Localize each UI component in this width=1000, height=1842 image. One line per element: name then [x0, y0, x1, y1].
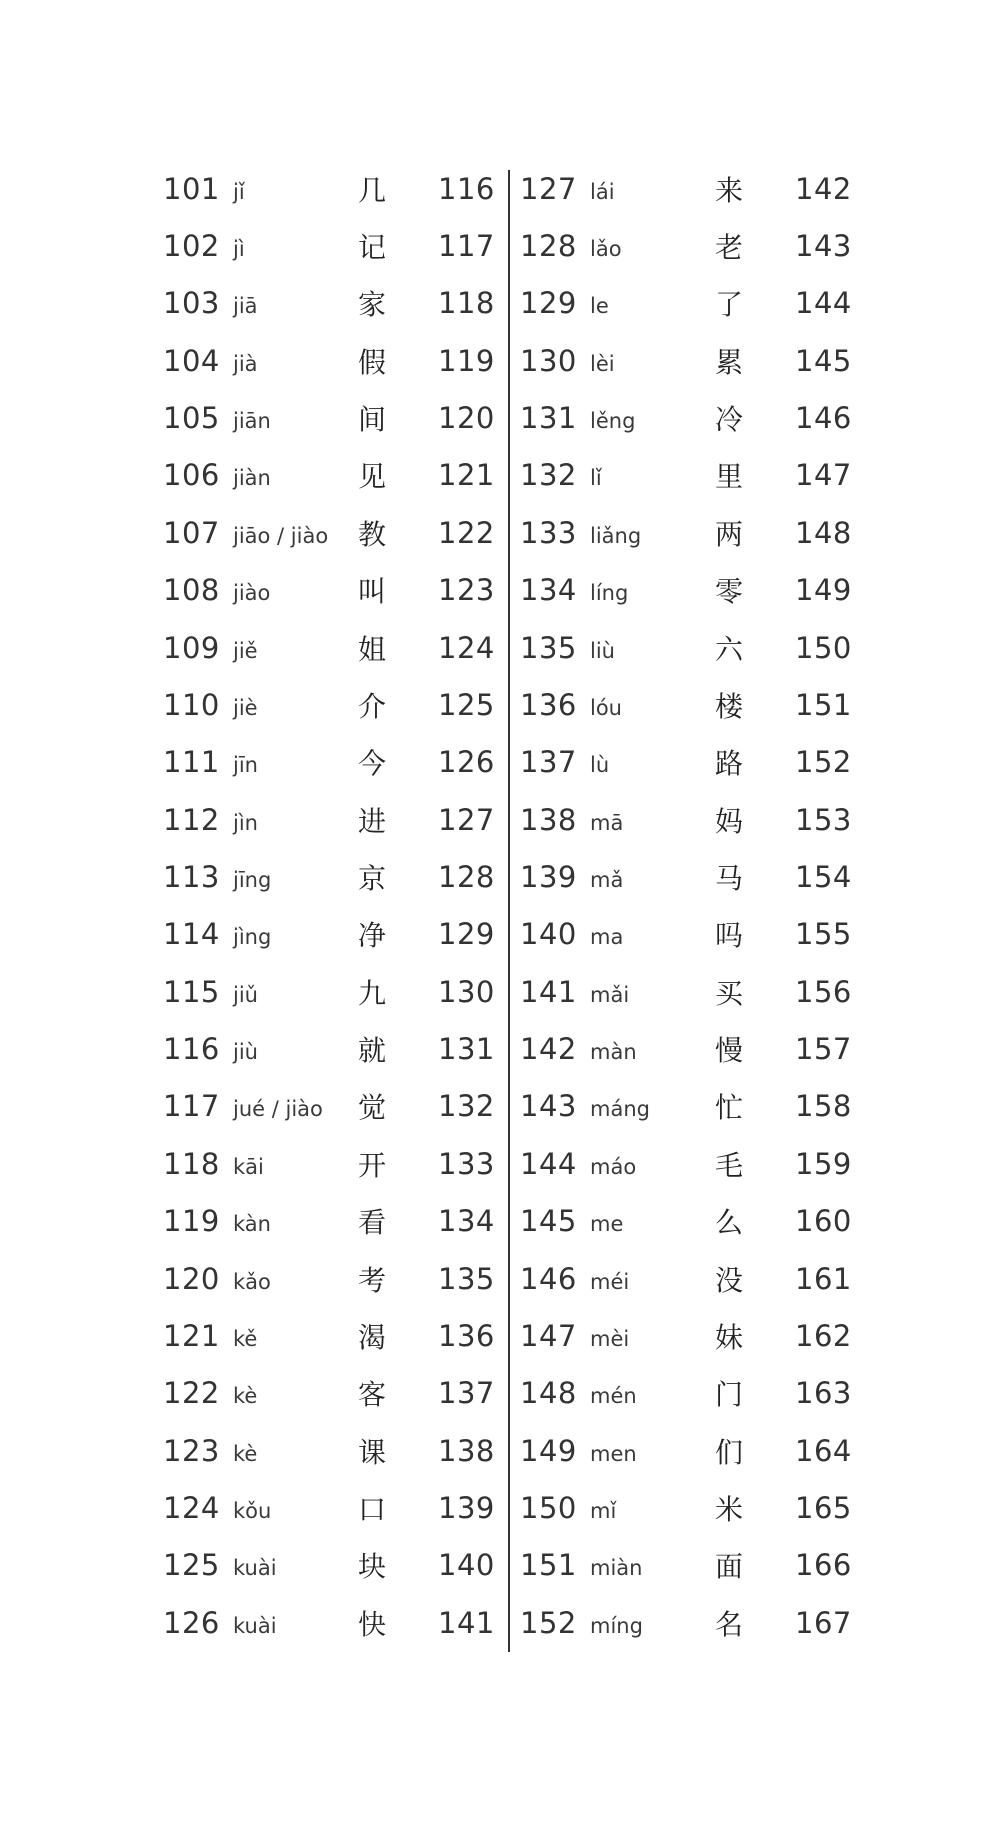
- hanzi-character: 忙: [715, 1091, 744, 1125]
- hanzi-character: 开: [358, 1148, 387, 1182]
- hanzi-character: 名: [715, 1607, 744, 1641]
- table-row: [163, 676, 498, 733]
- entry-number: 135: [520, 630, 577, 665]
- hanzi-character: 觉: [358, 1091, 387, 1125]
- pinyin-text: mén: [590, 1384, 637, 1409]
- table-row: [520, 1594, 855, 1651]
- reference-number: 141: [438, 1605, 495, 1640]
- pinyin-text: máo: [590, 1154, 637, 1179]
- entry-number: 113: [163, 859, 220, 894]
- reference-number: 164: [795, 1433, 852, 1468]
- reference-number: 139: [438, 1490, 495, 1525]
- table-row: [520, 619, 855, 676]
- right-column: [520, 160, 855, 1651]
- table-row: [520, 848, 855, 905]
- entry-number: 125: [163, 1548, 220, 1583]
- reference-number: 162: [795, 1318, 852, 1353]
- hanzi-character: 间: [358, 403, 387, 437]
- pinyin-text: lóu: [590, 695, 622, 720]
- table-row: [163, 1307, 498, 1364]
- reference-number: 116: [438, 171, 495, 206]
- table-row: [520, 1307, 855, 1364]
- table-row: [520, 676, 855, 733]
- table-row: [520, 1135, 855, 1192]
- entry-number: 150: [520, 1490, 577, 1525]
- pinyin-text: jià: [233, 351, 258, 376]
- hanzi-character: 快: [358, 1607, 387, 1641]
- table-row: [520, 217, 855, 274]
- table-row: [520, 1020, 855, 1077]
- pinyin-text: líng: [590, 581, 629, 606]
- table-row: [163, 217, 498, 274]
- table-row: [163, 791, 498, 848]
- pinyin-text: jìng: [233, 925, 272, 950]
- hanzi-character: 毛: [715, 1148, 744, 1182]
- hanzi-character: 慢: [715, 1034, 744, 1068]
- reference-number: 154: [795, 859, 852, 894]
- pinyin-text: mǎ: [590, 867, 624, 892]
- pinyin-text: jiǔ: [233, 982, 258, 1007]
- hanzi-character: 冷: [715, 403, 744, 437]
- column-divider: [508, 170, 510, 1652]
- table-row: [520, 447, 855, 504]
- reference-number: 126: [438, 745, 495, 780]
- pinyin-text: jīng: [233, 867, 272, 892]
- hanzi-character: 么: [715, 1206, 744, 1240]
- hanzi-character: 姐: [358, 632, 387, 666]
- hanzi-character: 没: [715, 1263, 744, 1297]
- hanzi-character: 看: [358, 1206, 387, 1240]
- entry-number: 148: [520, 1376, 577, 1411]
- entry-number: 142: [520, 1032, 577, 1067]
- hanzi-character: 面: [715, 1550, 744, 1584]
- entry-number: 134: [520, 573, 577, 608]
- entry-number: 137: [520, 745, 577, 780]
- hanzi-character: 门: [715, 1378, 744, 1412]
- pinyin-text: kě: [233, 1326, 258, 1351]
- pinyin-text: jǐ: [233, 179, 245, 204]
- pinyin-text: mǎi: [590, 982, 630, 1007]
- entry-number: 126: [163, 1605, 220, 1640]
- entry-number: 124: [163, 1490, 220, 1525]
- table-row: [163, 848, 498, 905]
- entry-number: 145: [520, 1204, 577, 1239]
- reference-number: 149: [795, 573, 852, 608]
- entry-number: 141: [520, 974, 577, 1009]
- pinyin-text: jì: [233, 237, 245, 262]
- reference-number: 157: [795, 1032, 852, 1067]
- table-row: [163, 1479, 498, 1536]
- entry-number: 131: [520, 401, 577, 436]
- entry-number: 138: [520, 802, 577, 837]
- hanzi-character: 来: [715, 173, 744, 207]
- table-row: [163, 906, 498, 963]
- reference-number: 138: [438, 1433, 495, 1468]
- entry-number: 143: [520, 1089, 577, 1124]
- entry-number: 119: [163, 1204, 220, 1239]
- pinyin-text: liù: [590, 638, 615, 663]
- entry-number: 127: [520, 171, 577, 206]
- entry-number: 104: [163, 343, 220, 378]
- pinyin-text: jué / jiào: [233, 1097, 323, 1122]
- reference-number: 147: [795, 458, 852, 493]
- entry-number: 152: [520, 1605, 577, 1640]
- reference-number: 135: [438, 1261, 495, 1296]
- hanzi-character: 零: [715, 575, 744, 609]
- reference-number: 120: [438, 401, 495, 436]
- table-row: [163, 332, 498, 389]
- reference-number: 140: [438, 1548, 495, 1583]
- reference-number: 151: [795, 687, 852, 722]
- pinyin-text: lǐ: [590, 466, 602, 491]
- entry-number: 130: [520, 343, 577, 378]
- entry-number: 128: [520, 229, 577, 264]
- reference-number: 128: [438, 859, 495, 894]
- table-row: [163, 1365, 498, 1422]
- reference-number: 119: [438, 343, 495, 378]
- hanzi-character: 课: [358, 1435, 387, 1469]
- pinyin-text: jiā: [233, 294, 258, 319]
- hanzi-character: 客: [358, 1378, 387, 1412]
- entry-number: 117: [163, 1089, 220, 1124]
- reference-number: 142: [795, 171, 852, 206]
- hanzi-character: 老: [715, 231, 744, 265]
- reference-number: 131: [438, 1032, 495, 1067]
- entry-number: 139: [520, 859, 577, 894]
- table-row: [163, 1537, 498, 1594]
- table-row: [520, 1422, 855, 1479]
- table-row: [163, 447, 498, 504]
- reference-number: 137: [438, 1376, 495, 1411]
- entry-number: 121: [163, 1318, 220, 1353]
- reference-number: 155: [795, 917, 852, 952]
- reference-number: 117: [438, 229, 495, 264]
- table-row: [520, 1250, 855, 1307]
- pinyin-text: le: [590, 294, 609, 319]
- hanzi-character: 今: [358, 747, 387, 781]
- reference-number: 145: [795, 343, 852, 378]
- hanzi-character: 几: [358, 173, 387, 207]
- table-row: [520, 504, 855, 561]
- reference-number: 146: [795, 401, 852, 436]
- table-row: [163, 504, 498, 561]
- pinyin-text: men: [590, 1441, 637, 1466]
- pinyin-text: mèi: [590, 1326, 630, 1351]
- pinyin-text: jīn: [233, 753, 258, 778]
- entry-number: 132: [520, 458, 577, 493]
- entry-number: 105: [163, 401, 220, 436]
- table-row: [163, 389, 498, 446]
- hanzi-character: 就: [358, 1034, 387, 1068]
- reference-number: 130: [438, 974, 495, 1009]
- entry-number: 106: [163, 458, 220, 493]
- hanzi-character: 累: [715, 345, 744, 379]
- pinyin-text: jìn: [233, 810, 258, 835]
- reference-number: 118: [438, 286, 495, 321]
- hanzi-character: 两: [715, 517, 744, 551]
- entry-number: 116: [163, 1032, 220, 1067]
- hanzi-character: 楼: [715, 689, 744, 723]
- entry-number: 151: [520, 1548, 577, 1583]
- table-row: [520, 1479, 855, 1536]
- reference-number: 167: [795, 1605, 852, 1640]
- reference-number: 144: [795, 286, 852, 321]
- entry-number: 149: [520, 1433, 577, 1468]
- hanzi-character: 记: [358, 231, 387, 265]
- pinyin-text: máng: [590, 1097, 650, 1122]
- reference-number: 124: [438, 630, 495, 665]
- entry-number: 101: [163, 171, 220, 206]
- reference-number: 153: [795, 802, 852, 837]
- entry-number: 146: [520, 1261, 577, 1296]
- pinyin-text: míng: [590, 1613, 643, 1638]
- table-row: [520, 275, 855, 332]
- hanzi-character: 家: [358, 288, 387, 322]
- reference-number: 158: [795, 1089, 852, 1124]
- reference-number: 156: [795, 974, 852, 1009]
- hanzi-character: 教: [358, 517, 387, 551]
- reference-number: 134: [438, 1204, 495, 1239]
- hanzi-character: 见: [358, 460, 387, 494]
- table-row: [520, 562, 855, 619]
- pinyin-text: kǎo: [233, 1269, 271, 1294]
- pinyin-text: liǎng: [590, 523, 642, 548]
- pinyin-text: jiè: [233, 695, 258, 720]
- reference-number: 163: [795, 1376, 852, 1411]
- pinyin-text: me: [590, 1212, 624, 1237]
- pinyin-text: jiāo / jiào: [233, 523, 329, 548]
- entry-number: 120: [163, 1261, 220, 1296]
- reference-number: 125: [438, 687, 495, 722]
- hanzi-character: 九: [358, 976, 387, 1010]
- hanzi-character: 假: [358, 345, 387, 379]
- table-row: [163, 734, 498, 791]
- pinyin-text: kuài: [233, 1556, 277, 1581]
- entry-number: 112: [163, 802, 220, 837]
- reference-number: 150: [795, 630, 852, 665]
- entry-number: 123: [163, 1433, 220, 1468]
- reference-number: 165: [795, 1490, 852, 1525]
- hanzi-character: 渴: [358, 1320, 387, 1354]
- table-row: [163, 1135, 498, 1192]
- table-row: [520, 1078, 855, 1135]
- hanzi-character: 净: [358, 919, 387, 953]
- entry-number: 144: [520, 1146, 577, 1181]
- table-row: [163, 1078, 498, 1135]
- table-row: [163, 1020, 498, 1077]
- entry-number: 140: [520, 917, 577, 952]
- hanzi-character: 里: [715, 460, 744, 494]
- pinyin-text: lěng: [590, 409, 636, 434]
- reference-number: 160: [795, 1204, 852, 1239]
- pinyin-text: lù: [590, 753, 610, 778]
- hanzi-character: 吗: [715, 919, 744, 953]
- table-row: [163, 1250, 498, 1307]
- table-row: [520, 1365, 855, 1422]
- hanzi-character: 叫: [358, 575, 387, 609]
- table-row: [520, 734, 855, 791]
- hanzi-character: 块: [358, 1550, 387, 1584]
- table-row: [520, 1537, 855, 1594]
- reference-number: 152: [795, 745, 852, 780]
- pinyin-text: mǐ: [590, 1498, 617, 1523]
- reference-number: 166: [795, 1548, 852, 1583]
- entry-number: 114: [163, 917, 220, 952]
- reference-number: 123: [438, 573, 495, 608]
- table-row: [520, 1192, 855, 1249]
- entry-number: 133: [520, 515, 577, 550]
- table-row: [520, 332, 855, 389]
- table-row: [520, 791, 855, 848]
- entry-number: 136: [520, 687, 577, 722]
- reference-number: 132: [438, 1089, 495, 1124]
- table-row: [163, 562, 498, 619]
- pinyin-text: jiě: [233, 638, 258, 663]
- reference-number: 161: [795, 1261, 852, 1296]
- entry-number: 122: [163, 1376, 220, 1411]
- pinyin-text: méi: [590, 1269, 630, 1294]
- hanzi-character: 六: [715, 632, 744, 666]
- reference-number: 129: [438, 917, 495, 952]
- pinyin-text: lǎo: [590, 237, 622, 262]
- table-row: [163, 160, 498, 217]
- hanzi-character: 进: [358, 804, 387, 838]
- pinyin-text: ma: [590, 925, 624, 950]
- reference-number: 133: [438, 1146, 495, 1181]
- entry-number: 108: [163, 573, 220, 608]
- table-row: [520, 160, 855, 217]
- pinyin-text: kuài: [233, 1613, 277, 1638]
- table-row: [163, 1192, 498, 1249]
- entry-number: 129: [520, 286, 577, 321]
- reference-number: 148: [795, 515, 852, 550]
- entry-number: 107: [163, 515, 220, 550]
- pinyin-text: kè: [233, 1384, 258, 1409]
- pinyin-text: jiù: [233, 1040, 258, 1065]
- table-row: [163, 619, 498, 676]
- reference-number: 136: [438, 1318, 495, 1353]
- table-row: [163, 1594, 498, 1651]
- table-row: [520, 389, 855, 446]
- hanzi-character: 马: [715, 861, 744, 895]
- hanzi-character: 米: [715, 1492, 744, 1526]
- entry-number: 109: [163, 630, 220, 665]
- hanzi-character: 口: [358, 1492, 387, 1526]
- entry-number: 115: [163, 974, 220, 1009]
- reference-number: 121: [438, 458, 495, 493]
- entry-number: 103: [163, 286, 220, 321]
- table-row: [163, 963, 498, 1020]
- hanzi-character: 考: [358, 1263, 387, 1297]
- table-row: [520, 906, 855, 963]
- reference-number: 122: [438, 515, 495, 550]
- pinyin-text: lèi: [590, 351, 615, 376]
- table-row: [163, 1422, 498, 1479]
- hanzi-character: 们: [715, 1435, 744, 1469]
- pinyin-text: lái: [590, 179, 615, 204]
- hanzi-character: 京: [358, 861, 387, 895]
- hanzi-character: 了: [715, 288, 744, 322]
- hanzi-character: 妹: [715, 1320, 744, 1354]
- table-row: [520, 963, 855, 1020]
- table-row: [163, 275, 498, 332]
- pinyin-text: miàn: [590, 1556, 643, 1581]
- pinyin-text: jiào: [233, 581, 271, 606]
- pinyin-text: kè: [233, 1441, 258, 1466]
- pinyin-text: kǒu: [233, 1498, 272, 1523]
- entry-number: 102: [163, 229, 220, 264]
- reference-number: 127: [438, 802, 495, 837]
- reference-number: 143: [795, 229, 852, 264]
- pinyin-text: jiān: [233, 409, 271, 434]
- entry-number: 111: [163, 745, 220, 780]
- pinyin-text: màn: [590, 1040, 637, 1065]
- entry-number: 118: [163, 1146, 220, 1181]
- left-column: [163, 160, 498, 1651]
- pinyin-text: jiàn: [233, 466, 271, 491]
- hanzi-character: 路: [715, 747, 744, 781]
- pinyin-text: mā: [590, 810, 624, 835]
- pinyin-text: kàn: [233, 1212, 271, 1237]
- hanzi-character: 买: [715, 976, 744, 1010]
- pinyin-text: kāi: [233, 1154, 264, 1179]
- reference-number: 159: [795, 1146, 852, 1181]
- hanzi-character: 妈: [715, 804, 744, 838]
- entry-number: 110: [163, 687, 220, 722]
- entry-number: 147: [520, 1318, 577, 1353]
- hanzi-character: 介: [358, 689, 387, 723]
